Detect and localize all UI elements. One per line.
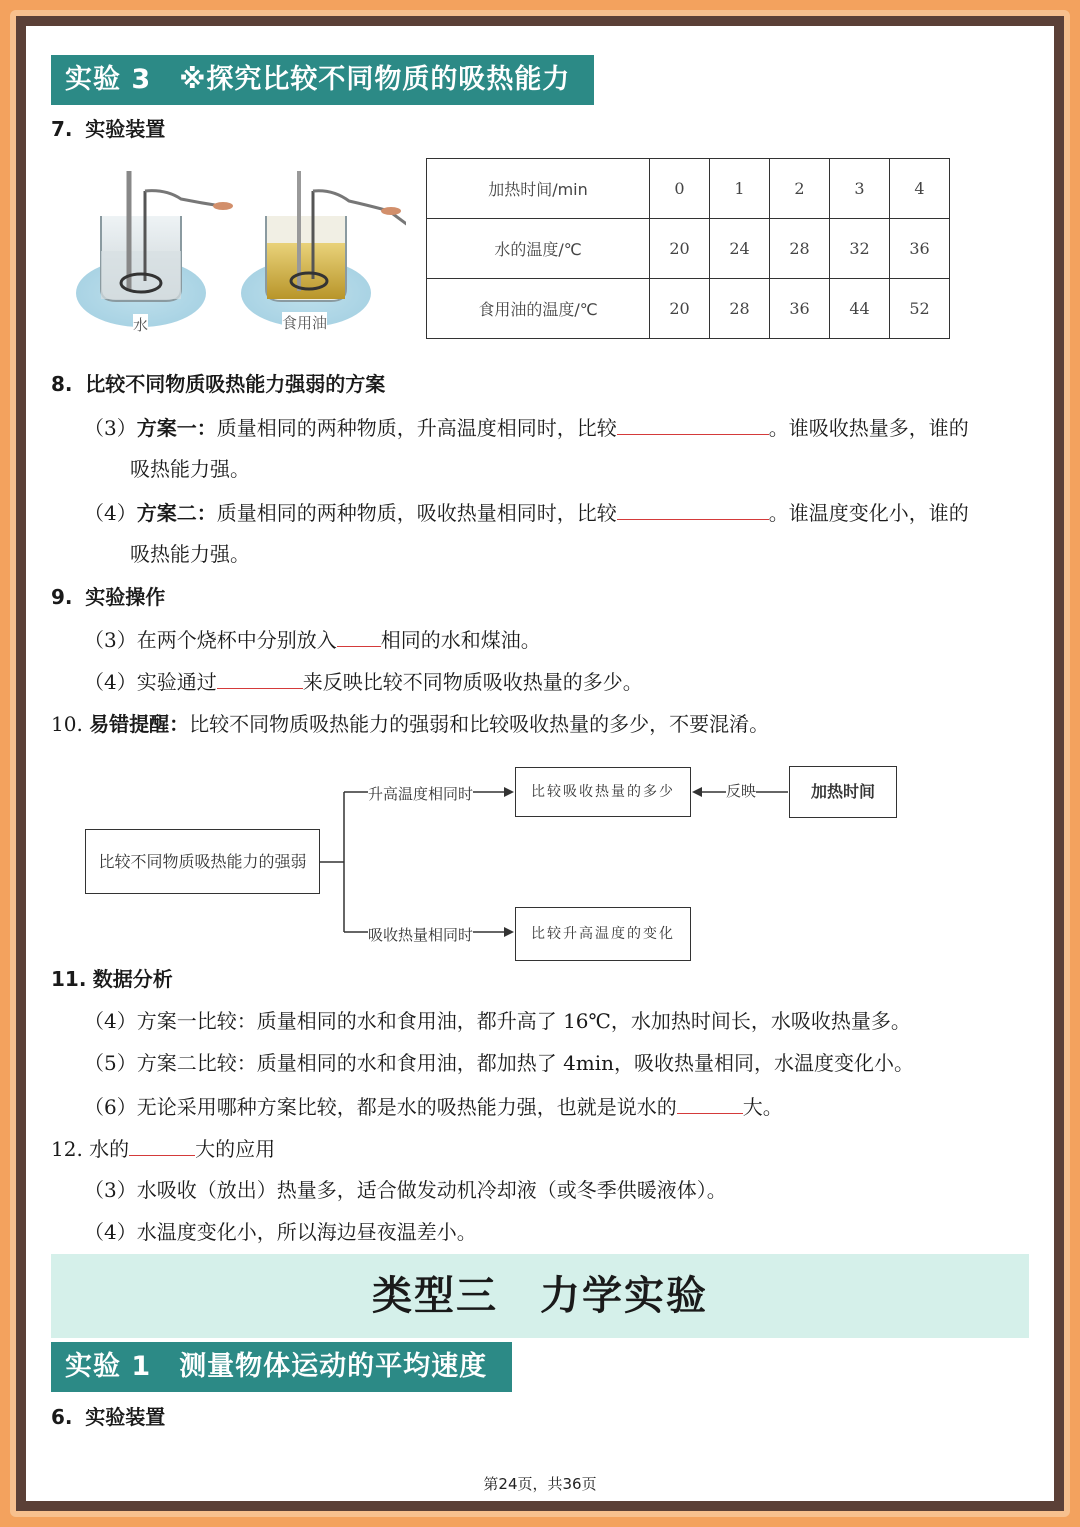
item-head: 方案一： — [136, 416, 217, 440]
flow-label-bottom: 吸收热量相同时 — [368, 926, 474, 944]
q8-title: 比较不同物质吸热能力强弱的方案 — [85, 372, 386, 396]
item-text: 大的应用 — [195, 1137, 276, 1161]
item-head: 方案二： — [136, 501, 217, 525]
q12-item-3: （3）水吸收（放出）热量多，适合做发动机冷却液（或冬季供暖液体）。 — [84, 1178, 727, 1202]
table-cell: 2 — [770, 159, 830, 219]
q11-number: 11. — [51, 967, 87, 991]
item-text: 大。 — [742, 1095, 783, 1119]
table-cell: 20 — [650, 279, 710, 339]
q6-title: 实验装置 — [85, 1405, 166, 1429]
q11-heading — [51, 966, 173, 992]
table-cell: 28 — [710, 279, 770, 339]
table-cell: 28 — [770, 219, 830, 279]
item-prefix: （3） — [84, 416, 137, 440]
flow-box-top: 比较吸收热量的多少 — [515, 767, 691, 817]
item-text: （6）无论采用哪种方案比较，都是水的吸热能力强，也就是说水的 — [84, 1095, 677, 1119]
flow-box-bottom: 比较升高温度的变化 — [515, 907, 691, 961]
flow-label-reflect: 反映 — [726, 782, 757, 800]
q8-number: 8. — [51, 372, 73, 396]
item-text: 相同的水和煤油。 — [380, 628, 541, 652]
q9-number: 9. — [51, 585, 73, 609]
q8-item-4-cont: 吸热能力强。 — [130, 542, 250, 566]
item-text: （3）在两个烧杯中分别放入 — [84, 628, 337, 652]
table-cell: 52 — [890, 279, 950, 339]
table-cell: 44 — [830, 279, 890, 339]
table-cell: 20 — [650, 219, 710, 279]
item-text: 。谁吸收热量多，谁的 — [768, 416, 969, 440]
q6-number: 6. — [51, 1405, 73, 1429]
q11-item-5: （5）方案二比较：质量相同的水和食用油，都加热了 4min，吸收热量相同，水温度变化小。 — [84, 1051, 915, 1075]
q7-number: 7. — [51, 117, 73, 141]
item-text: 质量相同的两种物质，升高温度相同时，比较 — [216, 416, 617, 440]
table-cell: 3 — [830, 159, 890, 219]
flow-main-box: 比较不同物质吸热能力的强弱 — [85, 829, 320, 894]
item-text: 来反映比较不同物质吸收热量的多少。 — [302, 670, 643, 694]
section-number: 实验 1 — [65, 1351, 152, 1382]
q10-number: 10. — [51, 712, 83, 736]
section-header-exp1 — [51, 1342, 512, 1392]
item-text: 水的 — [89, 1137, 130, 1161]
q10-head: 易错提醒： — [89, 712, 190, 736]
table-cell: 32 — [830, 219, 890, 279]
table-row-label-oil: 食用油的温度/℃ — [427, 279, 650, 339]
type-heading-band: 类型三 力学实验 — [51, 1254, 1029, 1338]
table-cell: 0 — [650, 159, 710, 219]
q10-text: 比较不同物质吸热能力的强弱和比较吸收热量的多少，不要混淆。 — [189, 712, 770, 736]
table-row-label-water: 水的温度/℃ — [427, 219, 650, 279]
item-prefix: （4） — [84, 501, 137, 525]
q11-item-4: （4）方案一比较：质量相同的水和食用油，都升高了 16℃，水加热时间长，水吸收热量多。 — [84, 1009, 911, 1033]
flow-box-heat-time: 加热时间 — [789, 766, 897, 818]
apparatus-label-oil: 食用油 — [282, 314, 328, 332]
item-text: 质量相同的两种物质，吸收热量相同时，比较 — [216, 501, 617, 525]
document-page — [26, 26, 1054, 1501]
q8-item-3-cont: 吸热能力强。 — [130, 457, 250, 481]
answer-blank-6[interactable] — [129, 1135, 195, 1156]
section-number: 实验 3 — [65, 64, 152, 95]
section-title: 测量物体运动的平均速度 — [179, 1351, 488, 1382]
q12-item-4: （4）水温度变化小，所以海边昼夜温差小。 — [84, 1220, 477, 1244]
q11-item-6 — [84, 1093, 783, 1120]
table-cell: 36 — [890, 219, 950, 279]
table-cell: 1 — [710, 159, 770, 219]
answer-blank-5[interactable] — [677, 1093, 743, 1114]
page-footer: 第24页，共36页 — [483, 1475, 597, 1493]
q12-heading — [51, 1135, 275, 1162]
table-cell: 24 — [710, 219, 770, 279]
q9-title: 实验操作 — [85, 585, 166, 609]
q7-title: 实验装置 — [85, 117, 166, 141]
q12-number: 12. — [51, 1137, 83, 1161]
table-cell: 36 — [770, 279, 830, 339]
table-cell: 4 — [890, 159, 950, 219]
apparatus-label-water: 水 — [133, 316, 149, 334]
item-text: （4）实验通过 — [84, 670, 217, 694]
q11-title: 数据分析 — [92, 967, 173, 991]
table-header-time: 加热时间/min — [427, 159, 650, 219]
section-title: ※探究比较不同物质的吸热能力 — [179, 64, 571, 95]
flow-label-top: 升高温度相同时 — [368, 785, 474, 803]
item-text: 。谁温度变化小，谁的 — [768, 501, 969, 525]
q6-heading — [51, 1404, 165, 1430]
